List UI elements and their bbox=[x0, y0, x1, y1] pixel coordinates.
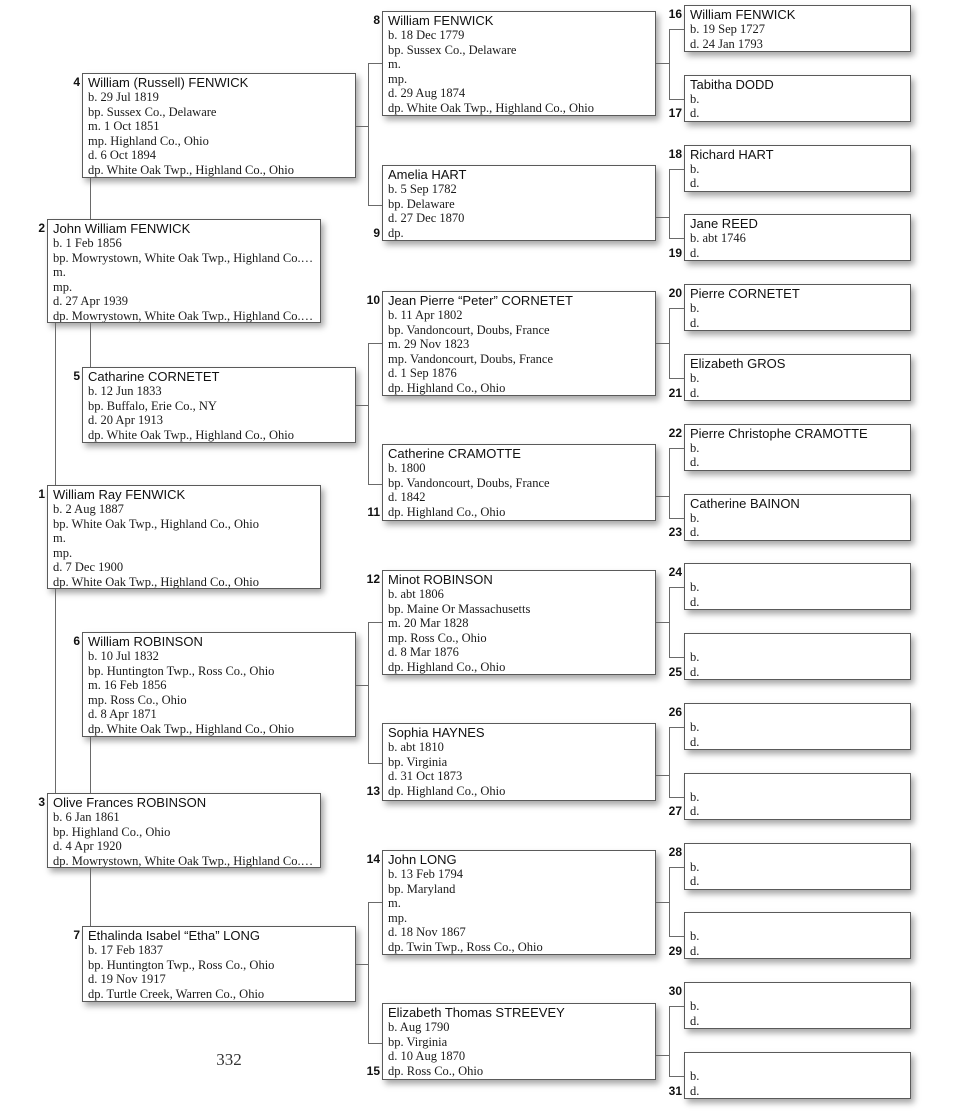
person-box-6[interactable] bbox=[82, 632, 356, 737]
detail-bp: bp. Virginia bbox=[388, 1034, 448, 1049]
detail-d: d. bbox=[690, 943, 700, 958]
person-name: Pierre CORNETET bbox=[690, 286, 800, 302]
detail-b: b. Aug 1790 bbox=[388, 1020, 450, 1034]
connector-line bbox=[368, 343, 382, 344]
person-name: Catherine BAINON bbox=[690, 495, 800, 511]
detail-dp: dp. Highland Co., Ohio bbox=[388, 659, 506, 674]
detail-d: d. 27 Apr 1939 bbox=[53, 294, 128, 309]
detail-d: d. bbox=[690, 385, 700, 400]
detail-dp: dp. Highland Co., Ohio bbox=[388, 380, 506, 395]
detail-b: b. bbox=[690, 580, 700, 595]
detail-dp: dp. White Oak Twp., Highland Co., Ohio bbox=[88, 162, 294, 177]
detail-b: b. 19 Sep 1727 bbox=[690, 22, 765, 36]
person-name bbox=[690, 914, 910, 929]
detail-d: d. bbox=[690, 176, 700, 191]
detail-b: b. 10 Jul 1832 bbox=[88, 649, 159, 663]
detail-b: b. bbox=[690, 720, 700, 734]
detail-d: d. 24 Jan 1793 bbox=[690, 36, 763, 51]
detail-b: b. 5 Sep 1782 bbox=[388, 182, 457, 196]
connector-line bbox=[669, 1006, 670, 1076]
person-name: William Ray FENWICK bbox=[53, 487, 186, 502]
detail-b: b. 1800 bbox=[388, 461, 426, 475]
ahnentafel-number: 30 bbox=[668, 984, 682, 999]
person-box-10[interactable] bbox=[382, 291, 656, 396]
ahnentafel-number: 17 bbox=[668, 106, 682, 121]
ahnentafel-number: 22 bbox=[668, 425, 682, 440]
ahnentafel-number: 13 bbox=[366, 783, 380, 798]
detail-m: m. 1 Oct 1851 bbox=[88, 119, 160, 134]
connector-line bbox=[656, 622, 669, 623]
ahnentafel-number: 18 bbox=[668, 146, 682, 161]
person-box-18[interactable] bbox=[684, 145, 911, 192]
connector-line bbox=[368, 63, 369, 205]
detail-bp: bp. Vandoncourt, Doubs, France bbox=[388, 475, 550, 490]
detail-m: m. 20 Mar 1828 bbox=[388, 616, 469, 631]
detail-d: d. bbox=[690, 245, 700, 260]
detail-mp: mp. Vandoncourt, Doubs, France bbox=[388, 351, 554, 366]
detail-d: d. bbox=[690, 525, 700, 540]
person-box-14[interactable] bbox=[382, 850, 656, 955]
detail-dp: dp. Turtle Creek, Warren Co., Ohio bbox=[88, 986, 265, 1001]
person-name: William FENWICK bbox=[690, 7, 796, 22]
person-name bbox=[690, 705, 910, 720]
connector-line bbox=[669, 518, 684, 519]
detail-dp: dp. bbox=[388, 225, 404, 240]
person-box-19[interactable] bbox=[684, 214, 911, 261]
person-box-24[interactable] bbox=[684, 563, 911, 610]
detail-b: b. 11 Apr 1802 bbox=[388, 308, 463, 322]
ahnentafel-number: 5 bbox=[73, 369, 80, 383]
person-box-12[interactable] bbox=[382, 570, 656, 675]
ahnentafel-number: 28 bbox=[668, 844, 682, 859]
ahnentafel-number: 31 bbox=[668, 1083, 682, 1098]
connector-line bbox=[90, 323, 91, 367]
person-name: Tabitha DODD bbox=[690, 76, 774, 92]
detail-mp: mp. bbox=[53, 545, 73, 560]
person-box-27[interactable] bbox=[684, 773, 911, 820]
person-box-31[interactable] bbox=[684, 1052, 911, 1099]
detail-b: b. bbox=[690, 301, 700, 316]
detail-b: b. 12 Jun 1833 bbox=[88, 384, 162, 398]
detail-b: b. bbox=[690, 1069, 700, 1083]
detail-bp: bp. Sussex Co., Delaware bbox=[388, 42, 517, 57]
ahnentafel-number: 21 bbox=[668, 385, 682, 400]
detail-b: b. bbox=[690, 91, 700, 106]
connector-line bbox=[669, 1076, 684, 1077]
ahnentafel-number: 7 bbox=[73, 928, 80, 942]
detail-m: m. bbox=[53, 265, 66, 280]
ahnentafel-number: 19 bbox=[668, 246, 682, 260]
detail-m: m. 16 Feb 1856 bbox=[88, 678, 167, 693]
person-box-7[interactable] bbox=[82, 926, 356, 1002]
person-name: Olive Frances ROBINSON bbox=[53, 795, 207, 810]
detail-b: b. 6 Jan 1861 bbox=[53, 810, 120, 824]
person-box-5[interactable] bbox=[82, 367, 356, 443]
connector-line bbox=[669, 308, 684, 309]
connector-line bbox=[669, 867, 684, 868]
detail-dp: dp. Mowrystown, White Oak Twp., Highland Co.… bbox=[53, 853, 314, 868]
connector-line bbox=[368, 902, 369, 1043]
detail-b: b. bbox=[690, 440, 700, 455]
detail-b: b. 17 Feb 1837 bbox=[88, 943, 163, 957]
person-name: Elizabeth Thomas STREEVEY bbox=[388, 1005, 565, 1020]
connector-line bbox=[669, 1006, 684, 1007]
connector-line bbox=[356, 685, 368, 686]
detail-d: d. 8 Apr 1871 bbox=[88, 707, 157, 722]
detail-dp: dp. Ross Co., Ohio bbox=[388, 1063, 484, 1078]
ahnentafel-number: 14 bbox=[366, 852, 380, 866]
person-name: William FENWICK bbox=[388, 13, 494, 28]
connector-line bbox=[368, 343, 369, 484]
connector-line bbox=[368, 205, 382, 206]
ahnentafel-number: 10 bbox=[366, 293, 380, 307]
ahnentafel-number: 27 bbox=[668, 804, 682, 819]
detail-bp: bp. Mowrystown, White Oak Twp., Highland Co.… bbox=[53, 250, 314, 265]
person-name: Catherine CRAMOTTE bbox=[388, 446, 521, 461]
ahnentafel-number: 25 bbox=[668, 664, 682, 679]
connector-line bbox=[90, 737, 91, 793]
person-box-16[interactable] bbox=[684, 5, 911, 52]
detail-d: d. bbox=[690, 804, 700, 819]
detail-bp: bp. Highland Co., Ohio bbox=[53, 824, 171, 839]
detail-dp: dp. White Oak Twp., Highland Co., Ohio bbox=[88, 427, 294, 442]
person-box-13[interactable] bbox=[382, 723, 656, 801]
person-box-26[interactable] bbox=[684, 703, 911, 750]
detail-bp: bp. Virginia bbox=[388, 754, 448, 769]
connector-line bbox=[656, 1055, 669, 1056]
ahnentafel-number: 11 bbox=[367, 504, 380, 519]
detail-d: d. bbox=[690, 315, 700, 330]
ahnentafel-number: 2 bbox=[38, 221, 45, 235]
detail-b: b. bbox=[690, 161, 700, 176]
connector-line bbox=[669, 657, 684, 658]
person-name bbox=[690, 984, 910, 999]
connector-line bbox=[656, 902, 669, 903]
person-box-20[interactable] bbox=[684, 284, 911, 331]
detail-d: d. bbox=[690, 1083, 700, 1098]
ahnentafel-number: 6 bbox=[73, 634, 80, 648]
detail-b: b. bbox=[690, 859, 700, 874]
connector-line bbox=[356, 405, 368, 406]
detail-d: d. 18 Nov 1867 bbox=[388, 925, 466, 940]
connector-line bbox=[669, 448, 684, 449]
detail-d: d. bbox=[690, 734, 700, 749]
detail-b: b. bbox=[690, 929, 700, 944]
detail-m: m. 29 Nov 1823 bbox=[388, 337, 470, 352]
detail-m: m. bbox=[388, 896, 401, 911]
person-name: Jean Pierre “Peter” CORNETET bbox=[388, 293, 573, 308]
person-name bbox=[690, 1054, 910, 1069]
detail-d: d. 7 Dec 1900 bbox=[53, 560, 124, 575]
detail-m: m. bbox=[53, 531, 66, 546]
detail-d: d. bbox=[690, 594, 700, 609]
person-name: William ROBINSON bbox=[88, 634, 203, 649]
person-name bbox=[690, 845, 910, 860]
detail-b: b. abt 1806 bbox=[388, 587, 444, 601]
ahnentafel-number: 24 bbox=[668, 565, 682, 580]
person-box-21[interactable] bbox=[684, 354, 911, 401]
connector-line bbox=[656, 343, 669, 344]
detail-d: d. 19 Nov 1917 bbox=[88, 972, 166, 987]
person-name: Pierre Christophe CRAMOTTE bbox=[690, 425, 868, 441]
detail-mp: mp. Ross Co., Ohio bbox=[388, 630, 487, 645]
connector-line bbox=[669, 169, 670, 238]
detail-d: d. 31 Oct 1873 bbox=[388, 769, 463, 784]
detail-d: d. bbox=[690, 874, 700, 889]
detail-d: d. 1 Sep 1876 bbox=[388, 366, 457, 381]
person-box-17[interactable] bbox=[684, 75, 911, 122]
connector-line bbox=[669, 99, 684, 100]
ahnentafel-number: 3 bbox=[38, 795, 45, 809]
detail-dp: dp. White Oak Twp., Highland Co., Ohio bbox=[88, 721, 294, 736]
detail-mp: mp. Highland Co., Ohio bbox=[88, 133, 209, 148]
detail-b: b. 1 Feb 1856 bbox=[53, 236, 122, 250]
detail-d: d. 6 Oct 1894 bbox=[88, 148, 157, 163]
connector-line bbox=[669, 587, 670, 657]
connector-line bbox=[90, 868, 91, 926]
detail-b: b. bbox=[690, 510, 700, 525]
connector-line bbox=[656, 496, 669, 497]
connector-line bbox=[669, 29, 670, 99]
person-name: Jane REED bbox=[690, 216, 758, 232]
person-name bbox=[690, 775, 910, 790]
detail-bp: bp. Delaware bbox=[388, 196, 455, 211]
person-box-29[interactable] bbox=[684, 912, 911, 959]
connector-line bbox=[669, 867, 670, 936]
connector-line bbox=[90, 178, 91, 219]
person-box-9[interactable] bbox=[382, 165, 656, 241]
person-box-2[interactable] bbox=[47, 219, 321, 323]
connector-line bbox=[669, 727, 684, 728]
connector-line bbox=[656, 217, 669, 218]
detail-b: b. bbox=[690, 789, 700, 804]
detail-b: b. 29 Jul 1819 bbox=[88, 90, 159, 104]
connector-line bbox=[669, 308, 670, 378]
detail-d: d. 4 Apr 1920 bbox=[53, 839, 122, 854]
detail-d: d. bbox=[690, 455, 700, 470]
detail-mp: mp. Ross Co., Ohio bbox=[88, 692, 187, 707]
detail-d: d. bbox=[690, 664, 700, 679]
connector-line bbox=[669, 169, 684, 170]
person-box-30[interactable] bbox=[684, 982, 911, 1029]
person-box-4[interactable] bbox=[82, 73, 356, 178]
person-name bbox=[690, 635, 910, 650]
detail-bp: bp. Huntington Twp., Ross Co., Ohio bbox=[88, 663, 275, 678]
connector-line bbox=[356, 126, 368, 127]
person-name: Amelia HART bbox=[388, 167, 467, 182]
detail-bp: bp. Sussex Co., Delaware bbox=[88, 104, 217, 119]
page-number: 332 bbox=[216, 1050, 242, 1069]
person-box-8[interactable] bbox=[382, 11, 656, 116]
connector-line bbox=[669, 448, 670, 518]
ahnentafel-number: 23 bbox=[668, 525, 682, 540]
detail-d: d. 8 Mar 1876 bbox=[388, 645, 459, 660]
detail-b: b. bbox=[690, 371, 700, 385]
person-box-28[interactable] bbox=[684, 843, 911, 890]
connector-line bbox=[669, 727, 670, 797]
person-name: Sophia HAYNES bbox=[388, 725, 485, 740]
connector-line bbox=[55, 589, 56, 793]
person-name: Ethalinda Isabel “Etha” LONG bbox=[88, 928, 260, 943]
detail-dp: dp. White Oak Twp., Highland Co., Ohio bbox=[388, 100, 594, 115]
person-name: John William FENWICK bbox=[53, 221, 191, 236]
detail-b: b. abt 1746 bbox=[690, 231, 746, 246]
detail-bp: bp. White Oak Twp., Highland Co., Ohio bbox=[53, 516, 259, 531]
detail-d: d. 29 Aug 1874 bbox=[388, 86, 466, 101]
connector-line bbox=[656, 775, 669, 776]
detail-d: d. 10 Aug 1870 bbox=[388, 1049, 466, 1064]
person-box-25[interactable] bbox=[684, 633, 911, 680]
connector-line bbox=[356, 964, 368, 965]
connector-line bbox=[368, 902, 382, 903]
ahnentafel-number: 1 bbox=[38, 487, 45, 501]
detail-dp: dp. Twin Twp., Ross Co., Ohio bbox=[388, 939, 543, 954]
detail-d: d. 20 Apr 1913 bbox=[88, 413, 163, 428]
ahnentafel-number: 29 bbox=[668, 944, 682, 958]
ahnentafel-number: 9 bbox=[373, 225, 380, 240]
detail-b: b. 18 Dec 1779 bbox=[388, 28, 465, 42]
person-box-22[interactable] bbox=[684, 424, 911, 471]
connector-line bbox=[368, 1043, 382, 1044]
detail-b: b. 2 Aug 1887 bbox=[53, 502, 124, 516]
connector-line bbox=[368, 763, 382, 764]
person-box-23[interactable] bbox=[684, 494, 911, 541]
person-name: Catharine CORNETET bbox=[88, 369, 220, 384]
person-box-11[interactable] bbox=[382, 444, 656, 521]
ahnentafel-number: 26 bbox=[668, 705, 682, 719]
detail-mp: mp. bbox=[388, 71, 408, 86]
detail-dp: dp. Highland Co., Ohio bbox=[388, 504, 506, 519]
detail-b: b. 13 Feb 1794 bbox=[388, 867, 463, 881]
detail-b: b. abt 1810 bbox=[388, 740, 444, 754]
connector-line bbox=[368, 63, 382, 64]
person-name: Elizabeth GROS bbox=[690, 356, 786, 371]
connector-line bbox=[368, 622, 382, 623]
connector-line bbox=[669, 29, 684, 30]
connector-line bbox=[656, 63, 669, 64]
ahnentafel-number: 4 bbox=[73, 75, 80, 89]
person-name: Richard HART bbox=[690, 146, 774, 162]
connector-line bbox=[669, 936, 684, 937]
person-name bbox=[690, 565, 910, 580]
detail-bp: bp. Vandoncourt, Doubs, France bbox=[388, 322, 550, 337]
ahnentafel-number: 15 bbox=[366, 1063, 380, 1078]
person-name: William (Russell) FENWICK bbox=[88, 75, 249, 90]
detail-b: b. bbox=[690, 999, 700, 1014]
detail-bp: bp. Huntington Twp., Ross Co., Ohio bbox=[88, 957, 275, 972]
detail-d: d. 1842 bbox=[388, 490, 426, 505]
connector-line bbox=[368, 484, 382, 485]
person-box-1[interactable] bbox=[47, 485, 321, 589]
detail-bp: bp. Buffalo, Erie Co., NY bbox=[88, 398, 217, 413]
ahnentafel-number: 12 bbox=[366, 572, 380, 586]
detail-d: d. bbox=[690, 1013, 700, 1028]
detail-bp: bp. Maryland bbox=[388, 881, 456, 896]
detail-dp: dp. Mowrystown, White Oak Twp., Highland Co.… bbox=[53, 308, 314, 323]
ahnentafel-number: 20 bbox=[668, 286, 682, 301]
detail-dp: dp. White Oak Twp., Highland Co., Ohio bbox=[53, 574, 259, 589]
detail-b: b. bbox=[690, 650, 700, 665]
connector-line bbox=[669, 587, 684, 588]
detail-m: m. bbox=[388, 57, 401, 72]
connector-line bbox=[55, 323, 56, 485]
person-name: John LONG bbox=[388, 852, 457, 867]
detail-mp: mp. bbox=[53, 279, 73, 294]
person-box-15[interactable] bbox=[382, 1003, 656, 1080]
detail-dp: dp. Highland Co., Ohio bbox=[388, 783, 506, 798]
connector-line bbox=[669, 378, 684, 379]
connector-line bbox=[368, 622, 369, 763]
person-name: Minot ROBINSON bbox=[388, 572, 493, 587]
ahnentafel-number: 8 bbox=[373, 13, 380, 27]
person-box-3[interactable] bbox=[47, 793, 321, 868]
detail-d: d. 27 Dec 1870 bbox=[388, 211, 465, 226]
detail-mp: mp. bbox=[388, 910, 408, 925]
connector-line bbox=[669, 797, 684, 798]
detail-d: d. bbox=[690, 106, 700, 121]
detail-bp: bp. Maine Or Massachusetts bbox=[388, 601, 531, 616]
ahnentafel-number: 16 bbox=[668, 7, 682, 21]
connector-line bbox=[669, 238, 684, 239]
